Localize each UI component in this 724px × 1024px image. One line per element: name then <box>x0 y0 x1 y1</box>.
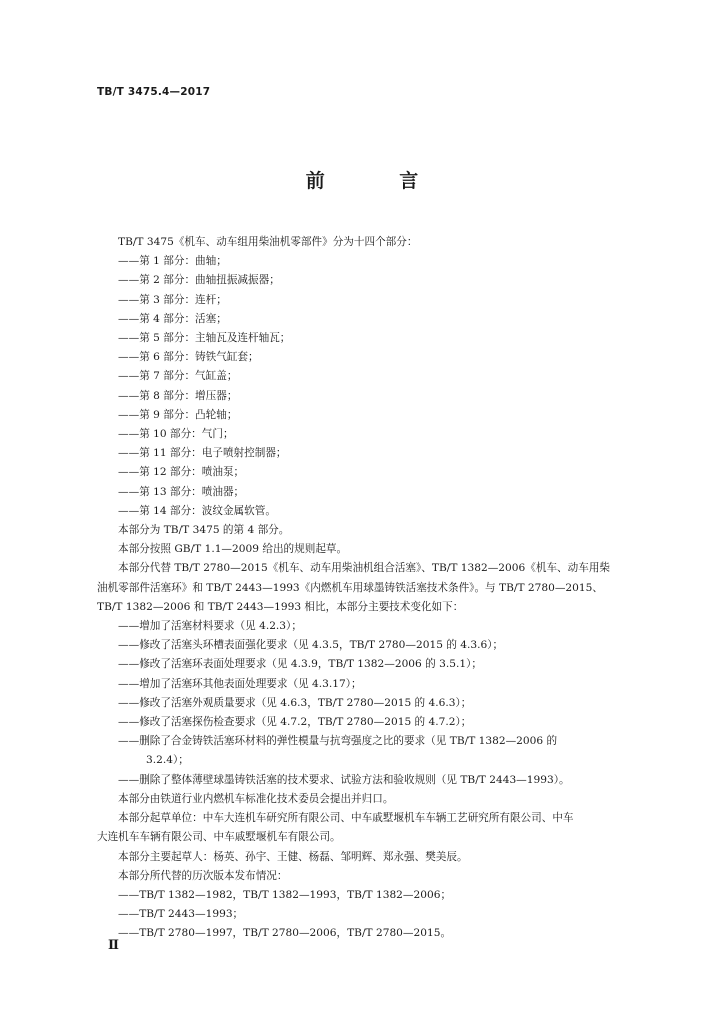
list-item: ——第 1 部分：曲轴； <box>118 255 227 268</box>
change-item: ——修改了活塞头环槽表面强化要求（见 4.3.5，TB/T 2780—2015 的 4.3.6）； <box>118 639 504 652</box>
list-item: ——第 11 部分：电子喷射控制器； <box>118 447 287 460</box>
list-item: ——第 2 部分：曲轴扭振减振器； <box>118 274 280 287</box>
history-item: ——TB/T 2443—1993； <box>118 908 244 921</box>
page-number: Ⅱ <box>108 938 119 953</box>
list-item: ——第 3 部分：连杆； <box>118 293 227 306</box>
proposed-paragraph: 本部分由铁道行业内燃机车标准化技术委员会提出并归口。 <box>118 792 394 805</box>
drafting-org-line: 本部分起草单位：中车大连机车研究所有限公司、中车戚墅堰机车车辆工艺研究所有限公司、中车 <box>118 812 574 825</box>
change-item: ——修改了活塞环表面处理要求（见 4.3.9，TB/T 1382—2006 的 3.5.1）； <box>118 658 482 671</box>
part-of-paragraph: 本部分为 TB/T 3475 的第 4 部分。 <box>118 524 290 537</box>
history-item: ——TB/T 2780—1997，TB/T 2780—2006，TB/T 2780—2015。 <box>118 927 452 940</box>
list-item: ——第 14 部分：波纹金属软管。 <box>118 504 276 517</box>
replace-paragraph-line: 油机零部件活塞环》和 TB/T 2443—1993《内燃机车用球墨铸铁活塞技术条件》。与 TB/T 2780—2015、 <box>97 581 603 594</box>
replace-paragraph-line: 本部分代替 TB/T 2780—2015《机车、动车用柴油机组合活塞》、TB/T 1382—2006《机车、动车用柴 <box>118 562 611 575</box>
drafters-paragraph: 本部分主要起草人：杨英、孙宇、王健、杨磊、邹明辉、郑永强、樊美辰。 <box>118 850 468 863</box>
doc-code-header: TB/T 3475.4—2017 <box>97 86 211 98</box>
list-item: ——第 9 部分：凸轮轴； <box>118 408 238 421</box>
change-item: ——修改了活塞外观质量要求（见 4.6.3，TB/T 2780—2015 的 4.6.3）； <box>118 696 472 709</box>
intro-paragraph: TB/T 3475《机车、动车组用柴油机零部件》分为十四个部分： <box>118 236 418 248</box>
history-item: ——TB/T 1382—1982，TB/T 1382—1993，TB/T 1382—2006； <box>118 888 452 901</box>
list-item: ——第 5 部分：主轴瓦及连杆轴瓦； <box>118 332 291 345</box>
change-item-continuation: 3.2.4）； <box>146 754 189 767</box>
list-item: ——第 13 部分：喷油器； <box>118 485 245 498</box>
page-title: 前 言 <box>305 170 453 192</box>
change-item: ——增加了活塞材料要求（见 4.2.3）； <box>118 620 302 633</box>
replace-paragraph-line: TB/T 1382—2006 和 TB/T 2443—1993 相比，本部分主要技术变化如下： <box>97 600 464 613</box>
list-item: ——第 4 部分：活塞； <box>118 312 227 325</box>
list-item: ——第 8 部分：增压器； <box>118 389 238 402</box>
list-item: ——第 6 部分：铸铁气缸套； <box>118 351 259 364</box>
history-paragraph: 本部分所代替的历次版本发布情况： <box>118 869 288 882</box>
foreword-body <box>97 233 648 944</box>
rules-paragraph: 本部分按照 GB/T 1.1—2009 给出的规则起草。 <box>118 543 348 556</box>
drafting-org-line: 大连机车车辆有限公司、中车戚墅堰机车有限公司。 <box>97 831 341 844</box>
change-item: ——删除了合金铸铁活塞环材料的弹性模量与抗弯强度之比的要求（见 TB/T 1382—2006 的 <box>118 735 558 748</box>
change-item: ——增加了活塞环其他表面处理要求（见 4.3.17）； <box>118 677 362 690</box>
change-item: ——修改了活塞探伤检查要求（见 4.7.2，TB/T 2780—2015 的 4.7.2）； <box>118 716 472 729</box>
list-item: ——第 7 部分：气缸盖； <box>118 370 238 383</box>
list-item: ——第 12 部分：喷油泵； <box>118 466 245 479</box>
change-item: ——删除了整体薄壁球墨铸铁活塞的技术要求、试验方法和验收规则（见 TB/T 2443—1993）。 <box>118 773 570 786</box>
list-item: ——第 10 部分：气门； <box>118 428 234 441</box>
